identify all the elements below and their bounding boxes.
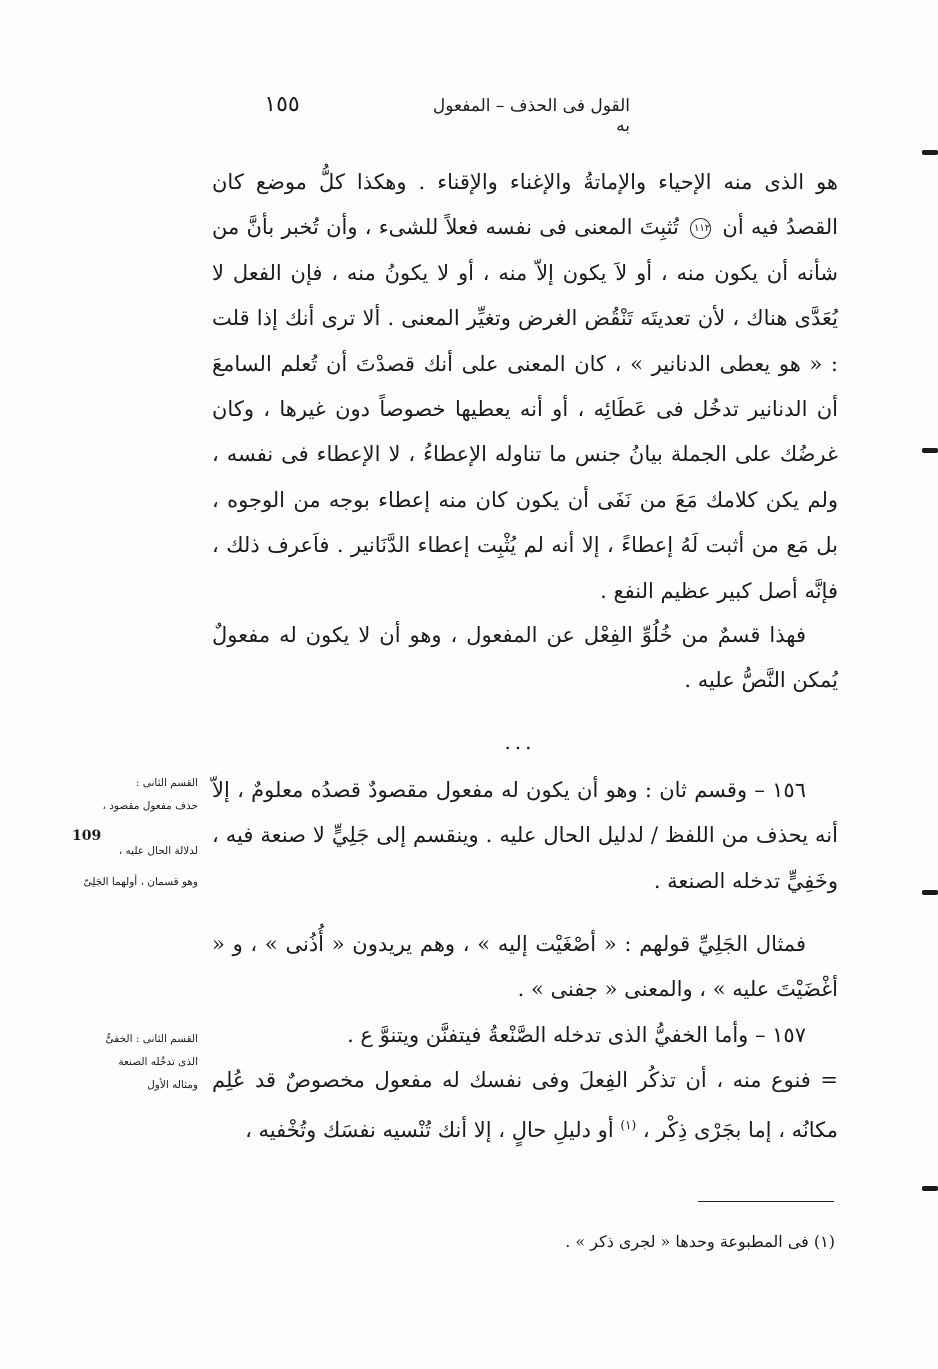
margin-note-line: ومثاله الأول bbox=[147, 1079, 198, 1091]
footnote-reference: (١) bbox=[620, 1118, 637, 1133]
margin-note-line: حذف مفعول مقصود ، bbox=[102, 800, 198, 812]
paragraph-156: ١٥٦ – وقسم ثان : وهو أن يكون له مفعول مقصودٌ قصدُه معلومٌ ، إلاّ أنه يحذف من اللفظ / لدليل الحال عليه . وينقسم إلى جَلِيٍّ لا صنعة فيه ، وخَفِيٍّ تدخله الصنعة . bbox=[212, 778, 838, 893]
paragraph-157: ١٥٧ – وأما الخفيُّ الذى تدخله الصَّنْعةُ فيتفنَّن ويتنوَّ ع . bbox=[347, 1023, 806, 1047]
margin-note-line: الذى تدخُله الصنعة bbox=[118, 1056, 198, 1068]
margin-note-line: لدلالة الحال عليه ، bbox=[118, 845, 198, 857]
paragraph-first-type bbox=[212, 1058, 838, 1154]
section-separator: ... bbox=[504, 730, 536, 754]
original-page-number: 109 bbox=[72, 828, 102, 844]
margin-note-line: وهو قسمان ، أولهما الجَلِىّ bbox=[83, 876, 198, 888]
footnote: (١) فى المطبوعة وحدها « لجرى ذكر » . bbox=[565, 1232, 835, 1251]
section-marker: ١١٢ bbox=[690, 218, 711, 239]
footnote-divider bbox=[698, 1201, 834, 1202]
margin-note-line: القسم الثانى : الخفىُّ bbox=[105, 1033, 198, 1045]
scan-edge-mark bbox=[922, 1186, 938, 1191]
paragraph-1 bbox=[212, 160, 838, 614]
paragraph-jali-example: فمثال الجَلِيِّ قولهم : « أصْغَيْت إليه » ، وهم يريدون « أُذُنى » ، و « أغْضَيْتَ عليه » ، والمعنى « جفنى » . bbox=[212, 932, 838, 1002]
running-title: القول فى الحذف – المفعول به bbox=[432, 96, 630, 136]
paragraph-1-text-b: تُثبِتَ المعنى فى نفسه فعلاً للشىء ، وأن تُخبر بأنَّ من شأنه أن يكون منه ، أو لاَ يكون إلاّ منه ، أو لا يكونُ منه ، فإن الفعل لا يُعَدَّى هناك ، لأن تعديتَه تَنْقُض الغرض وتغيِّر المعنى . ألا ترى أنك إذا قلت : « هو يعطى الدنانير » ، كان المعنى على أنك قصدْتَ أن تُعلم السامعَ أن الدنانير تدخُل فى عَطَائِه ، أو أنه يعطيها خصوصاً دون غيرها ، وكان غرضُك على الجملة بيانُ جنس ما تناوله الإعطاءُ ، لا الإعطاء فى نفسه ، ولم يكن كلامك مَعَ من نَفَى أن يكون كان منه إعطاء بوجه من الوجوه ، بل مَع من أثبت لَهُ إعطاءً ، إلا أنه لم يُثْبِت إعطاء الدَّنَانير . فاَعرف ذلك ، فإنَّه أصل كبير عظيم النفع . bbox=[212, 215, 838, 603]
scan-edge-mark bbox=[922, 448, 938, 453]
scan-edge-mark bbox=[922, 150, 938, 155]
paragraph-1-text-a: هو الذى منه الإحياء والإماتةُ والإغناء والإقناء . وهكذا كلُّ موضع كان القصدُ فيه أن bbox=[212, 170, 838, 240]
scan-edge-mark bbox=[922, 890, 938, 895]
page-number: ١٥٥ bbox=[264, 92, 300, 117]
paragraph-first-type-text-b: أو دليلِ حالٍ ، إلا أنك تُنْسيه نفسَك وتُخْفيه ، bbox=[245, 1118, 614, 1143]
margin-note-line: القسم الثانى : bbox=[135, 777, 198, 789]
paragraph-2: فهذا قسمٌ من خُلُوِّ الفِعْل عن المفعول ، وهو أن لا يكون له مفعولٌ يُمكن النَّصُّ عليه . bbox=[212, 623, 838, 693]
paragraph-first-type-text-a: = فنوع منه ، أن تذكُر الفِعلَ وفى نفسك له مفعول مخصوصٌ قد عُلِم مكانُه ، إما بجَرْى ذِكْر ، bbox=[212, 1068, 838, 1143]
margin-note-hidden-type bbox=[72, 1028, 198, 1097]
